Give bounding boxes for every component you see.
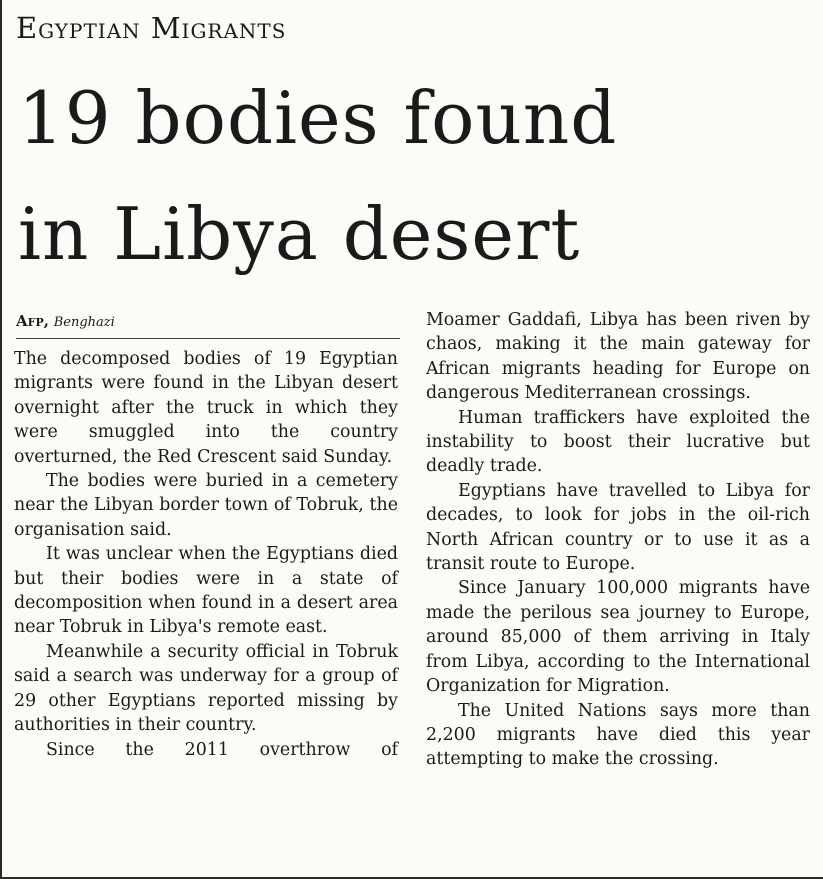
paragraph: Meanwhile a security official in Tobruk said a search was underway for a group of 29 other Egyptians reported missing by authorities in their country. <box>14 641 398 736</box>
paragraph: The bodies were buried in a cemetery near the Libyan border town of Tobruk, the organisation said. <box>14 471 398 540</box>
byline-divider <box>16 338 400 339</box>
left-border <box>0 0 2 879</box>
byline <box>16 312 115 330</box>
paragraph: Human traffickers have exploited the instability to boost their lucrative but deadly trade. <box>426 407 810 477</box>
section-kicker: Egyptian Migrants <box>16 11 287 45</box>
paragraph: The United Nations says more than 2,200 migrants have died this year attempting to make the crossing. <box>426 700 810 770</box>
paragraph: The decomposed bodies of 19 Egyptian migrants were found in the Libyan desert overnight after the truck in which they were smuggled into the country overturned, the Red Crescent said Sunday. <box>14 349 398 467</box>
headline-line-1: 19 bodies found <box>18 76 618 160</box>
right-column <box>426 308 810 772</box>
headline-line-2: in Libya desert <box>18 192 581 276</box>
byline-location: Benghazi <box>53 315 115 330</box>
paragraph: Moamer Gaddafi, Libya has been riven by chaos, making it the main gateway for African migrants heading for Europe on dangerous Mediterranean crossings. <box>426 310 810 404</box>
paragraph: Egyptians have travelled to Libya for decades, to look for jobs in the oil-rich North African country or to use it as a transit route to Europe. <box>426 480 810 575</box>
byline-agency: Afp, <box>16 312 49 330</box>
paragraph: Since the 2011 overthrow of <box>46 739 398 760</box>
paragraph: Since January 100,000 migrants have made the perilous sea journey to Europe, around 85,000 of them arriving in Italy from Libya, according to the International Organization for Migration. <box>426 578 810 697</box>
paragraph: It was unclear when the Egyptians died but their bodies were in a state of decomposition when found in a desert area near Tobruk in Libya's remote east. <box>14 544 398 638</box>
left-column <box>14 347 398 762</box>
